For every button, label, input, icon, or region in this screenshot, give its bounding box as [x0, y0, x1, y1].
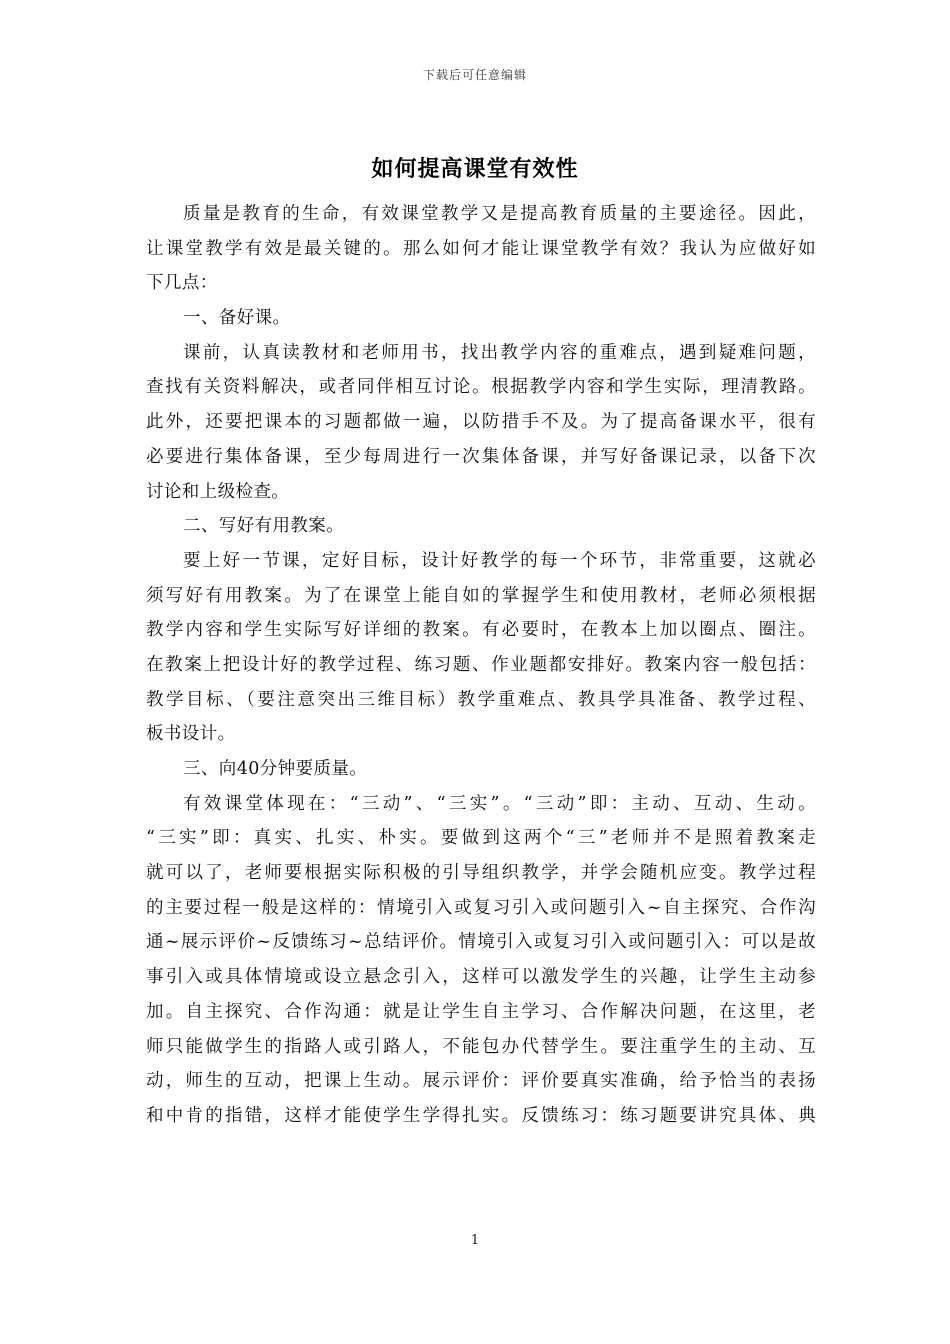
- text-line: 通~展示评价~反馈练习~总结评价。情境引入或复习引入或问题引入：可以是故: [146, 932, 816, 953]
- text-line: 二、写好有用教案。: [183, 516, 345, 537]
- text-line: 师只能做学生的指路人或引路人，不能包办代替学生。要注重学生的主动、互: [146, 1036, 816, 1057]
- text-line: 加。自主探究、合作沟通：就是让学生自主学习、合作解决问题，在这里，老: [146, 1001, 816, 1022]
- text-line: 须写好有用教案。为了在课堂上能自如的掌握学生和使用教材，老师必须根据: [146, 585, 816, 606]
- text-line: 就可以了，老师要根据实际积极的引导组织教学，并学会随机应变。教学过程: [146, 863, 816, 884]
- text-line: 必要进行集体备课，至少每周进行一次集体备课，并写好备课记录，以备下次: [146, 446, 816, 467]
- text-line: 动，师生的互动，把课上生动。展示评价：评价要真实准确，给予恰当的表扬: [146, 1071, 816, 1092]
- text-line: “三实”即：真实、扎实、朴实。要做到这两个“三”老师并不是照着教案走: [146, 828, 816, 849]
- text-line: 要上好一节课，定好目标，设计好教学的每一个环节，非常重要，这就必: [183, 550, 816, 571]
- text-line: 课前，认真读教材和老师用书，找出教学内容的重难点，遇到疑难问题，: [183, 342, 816, 363]
- text-line: 此外，还要把课本的习题都做一遍，以防措手不及。为了提高备课水平，很有: [146, 412, 816, 433]
- text-line: 在教案上把设计好的教学过程、练习题、作业题都安排好。教案内容一般包括：: [146, 654, 816, 675]
- text-line: 有效课堂体现在：“三动”、“三实”。“三动”即：主动、互动、生动。: [183, 793, 816, 814]
- text-line: 教学内容和学生实际写好详细的教案。有必要时，在教本上加以圈点、圈注。: [146, 620, 816, 641]
- document-body: [146, 197, 816, 1134]
- text-line: 和中肯的指错，这样才能使学生学得扎实。反馈练习：练习题要讲究具体、典: [146, 1105, 816, 1126]
- text-line: 查找有关资料解决，或者同伴相互讨论。根据教学内容和学生实际，理清教路。: [146, 377, 816, 398]
- text-line: 三、向40分钟要质量。: [183, 759, 368, 779]
- text-line: 让课堂教学有效是最关键的。那么如何才能让课堂教学有效？我认为应做好如: [146, 238, 816, 259]
- page-number: 1: [470, 1233, 480, 1248]
- page-header: 下载后可任意编辑: [422, 68, 527, 82]
- text-line: 事引入或具体情境或设立悬念引入，这样可以激发学生的兴趣，让学生主动参: [146, 967, 816, 988]
- text-line: 质量是教育的生命，有效课堂教学又是提高教育质量的主要途径。因此，: [183, 204, 816, 224]
- text-line: 板书设计。: [146, 724, 236, 745]
- text-line: 的主要过程一般是这样的：情境引入或复习引入或问题引入~自主探究、合作沟: [146, 897, 816, 918]
- text-line: 一、备好课。: [183, 308, 291, 329]
- text-line: 下几点：: [146, 273, 218, 294]
- document-title: 如何提高课堂有效性: [371, 156, 579, 182]
- text-line: 讨论和上级检查。: [146, 481, 290, 502]
- text-line: 教学目标、（要注意突出三维目标）教学重难点、教具学具准备、教学过程、: [146, 689, 816, 710]
